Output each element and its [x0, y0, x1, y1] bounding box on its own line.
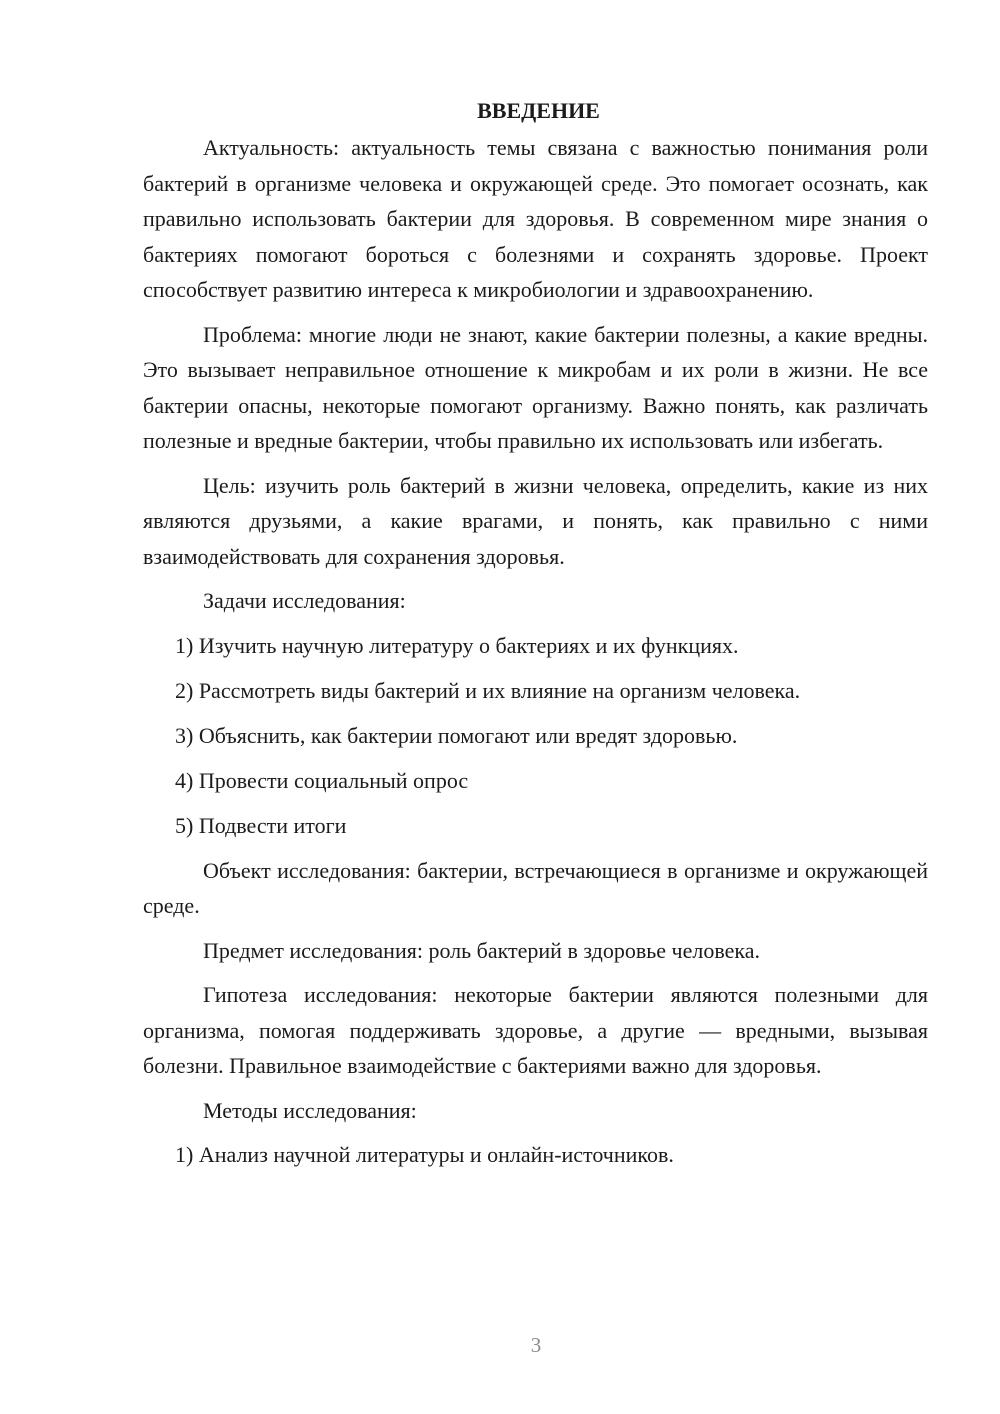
- relevance-paragraph: Актуальность: актуальность темы связана с важностью понимания роли бактерий в организме человека и окружающей среде. Это помогает осознать, как правильно использовать бактерии для здоровья. В современном мире знания о бактериях помогают бороться с болезнями и сохранять здоровье. Проект способствует развитию интереса к микробиологии и здравоохранению.: [143, 135, 928, 302]
- list-item: 1) Изучить научную литературу о бактериях и их функциях.: [175, 632, 739, 658]
- methods-list: [143, 1137, 928, 1173]
- section-heading: ВВЕДЕНИЕ: [477, 98, 600, 123]
- list-item: 1) Анализ научной литературы и онлайн-источников.: [175, 1142, 674, 1167]
- tasks-title: Задачи исследования:: [203, 588, 406, 613]
- page-content: [143, 94, 928, 1182]
- tasks-list: [143, 628, 928, 844]
- problem-paragraph: Проблема: многие люди не знают, какие бактерии полезны, а какие вредны. Это вызывает неправильное отношение к микробам и их роли в жизни. Не все бактерии опасны, некоторые помогают организму. Важно понять, как различать полезные и вредные бактерии, чтобы правильно их использовать или избегать.: [143, 321, 928, 453]
- list-item: 4) Провести социальный опрос: [175, 767, 469, 793]
- hypothesis-paragraph: Гипотеза исследования: некоторые бактерии являются полезными для организма, помогая поддерживать здоровье, а другие — вредными, вызывая болезни. Правильное взаимодействие с бактериями важно для здоровья.: [143, 982, 928, 1078]
- list-item: 3) Объяснить, как бактерии помогают или вредят здоровью.: [175, 722, 738, 748]
- methods-title: Методы исследования:: [203, 1097, 417, 1123]
- page-number: 3: [530, 1333, 542, 1357]
- subject-paragraph: Предмет исследования: роль бактерий в здоровье человека.: [203, 937, 760, 963]
- goal-paragraph: Цель: изучить роль бактерий в жизни человека, определить, какие из них являются друзьями, а какие врагами, и понять, как правильно с ними взаимодействовать для сохранения здоровья.: [143, 472, 928, 569]
- list-item: 2) Рассмотреть виды бактерий и их влияние на организм человека.: [175, 677, 801, 703]
- object-paragraph: Объект исследования: бактерии, встречающиеся в организме и окружающей среде.: [143, 857, 928, 918]
- list-item: 5) Подвести итоги: [175, 812, 347, 838]
